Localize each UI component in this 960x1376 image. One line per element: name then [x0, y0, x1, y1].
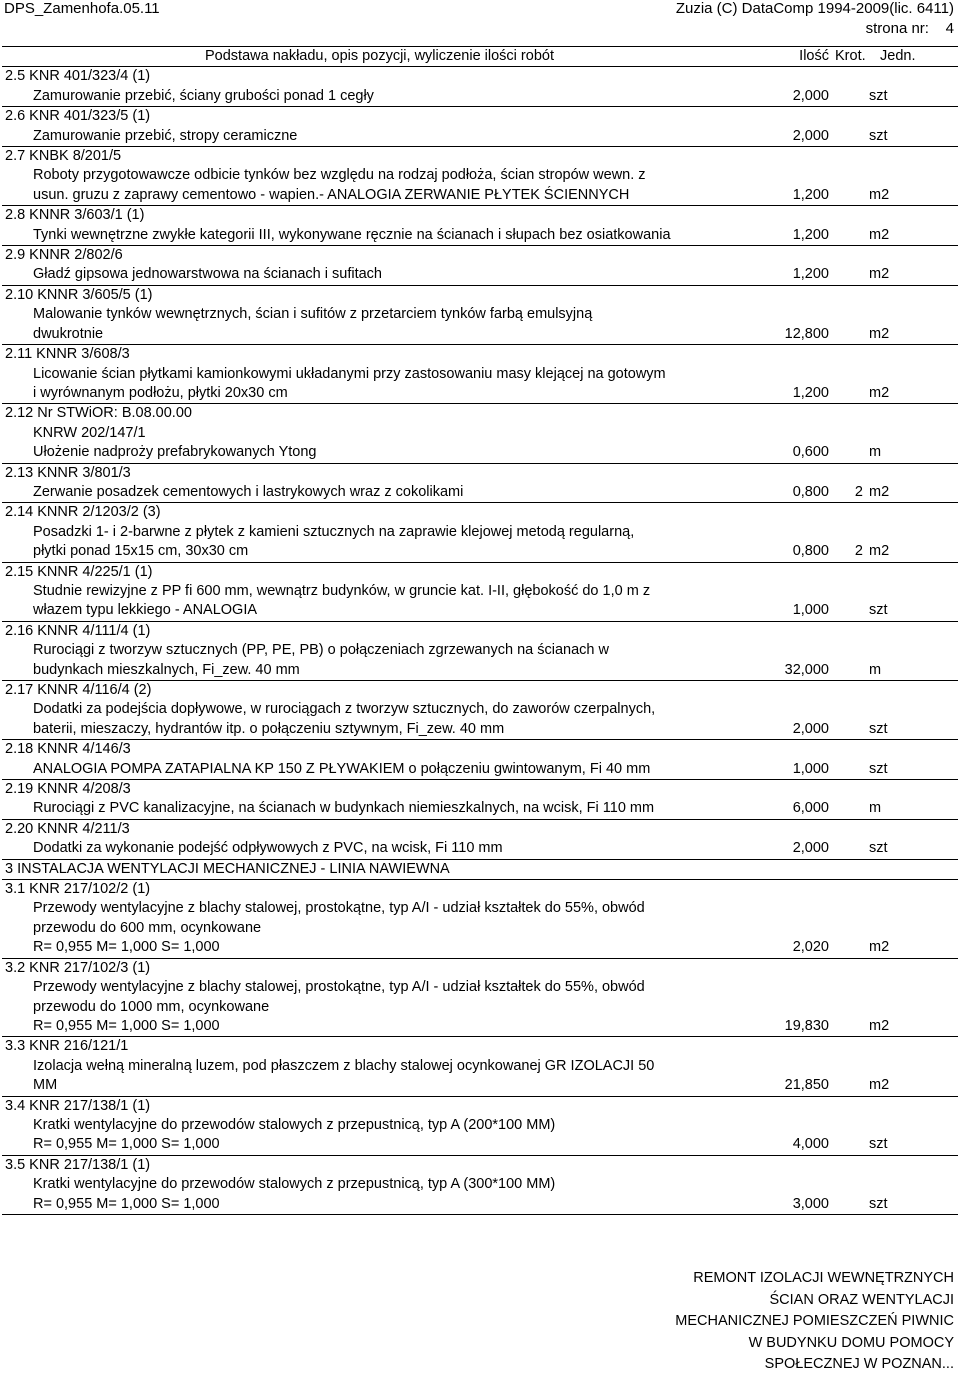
entry-description: Zamurowanie przebić, stropy ceramiczne [33, 127, 298, 144]
entry-multiplier [832, 938, 866, 958]
entry-multiplier [832, 661, 866, 681]
entry-quantity: 2,000 [792, 87, 829, 104]
entry-description: Dodatki za wykonanie podejść odpływowych z PVC, na wcisk, Fi 110 mm [33, 840, 503, 857]
entry-unit: m2 [869, 939, 890, 956]
column-header-description: Podstawa nakładu, opis pozycji, wyliczenie ilości robót [2, 47, 757, 67]
entry-quantity: 1,000 [792, 602, 829, 619]
entry-unit: m2 [869, 1077, 890, 1094]
entry-description: Kratki wentylacyjne do przewodów stalowych z przepustnicą, typ A (300*100 MM) [33, 1176, 556, 1193]
entry-unit [866, 700, 958, 719]
entry-line-row [2, 87, 958, 107]
entry-line-row [2, 127, 958, 147]
entry-quantity [757, 523, 832, 542]
entry-header-row [2, 67, 958, 87]
entry-unit [866, 424, 958, 443]
entry-unit [866, 899, 958, 918]
entry-multiplier: 2 [854, 543, 863, 560]
entry-multiplier [832, 365, 866, 384]
entry-line-row [2, 760, 958, 780]
entry-code: 2.14 KNNR 2/1203/2 (3) [2, 503, 958, 523]
project-title-line: ŚCIAN ORAZ WENTYLACJI [769, 1291, 954, 1308]
entry-header-row [2, 206, 958, 226]
project-title-line: MECHANICZNEJ POMIESZCZEŃ PIWNIC [675, 1313, 954, 1329]
entry-multiplier [832, 582, 866, 601]
entry-code: 2.15 KNNR 4/225/1 (1) [2, 562, 958, 582]
entry-unit: m [869, 444, 882, 461]
entry-quantity: 2,000 [792, 127, 829, 144]
entry-description: R= 0,955 M= 1,000 S= 1,000 [33, 939, 220, 956]
entry-quantity: 12,800 [784, 325, 829, 342]
entry-multiplier [832, 424, 866, 443]
entry-description: KNRW 202/147/1 [33, 424, 146, 441]
entry-description: R= 0,955 M= 1,000 S= 1,000 [2, 1195, 757, 1215]
entry-code: 2.10 KNNR 3/605/5 (1) [2, 285, 958, 305]
entry-header-row [2, 463, 958, 483]
entry-quantity [757, 899, 832, 918]
entry-description: Rurociągi z tworzyw sztucznych (PP, PE, PB) o połączeniach zgrzewanych na ścianach w [33, 642, 609, 659]
entry-quantity: 4,000 [792, 1136, 829, 1153]
entry-code: 2.6 KNR 401/323/5 (1) [2, 107, 958, 127]
entry-line-row [2, 720, 958, 740]
entry-code: 2.12 Nr STWiOR: B.08.00.00 [2, 404, 958, 424]
entry-unit: m2 [869, 226, 890, 243]
entry-description: i wyrównanym podłożu, płytki 20x30 cm [33, 384, 288, 401]
entry-unit [866, 1116, 958, 1135]
entry-code: 3 INSTALACJA WENTYLACJI MECHANICZNEJ - LINIA NAWIEWNA [2, 859, 958, 879]
entry-code: 2.8 KNNR 3/603/1 (1) [2, 206, 958, 226]
entry-line-row [2, 325, 958, 345]
entry-quantity: 1,200 [792, 266, 829, 283]
entry-multiplier [832, 919, 866, 938]
entry-header-row [2, 819, 958, 839]
entry-code: 3.5 KNR 217/138/1 (1) [2, 1155, 958, 1175]
entry-quantity [757, 919, 832, 938]
entry-quantity [757, 998, 832, 1017]
entry-header-row [2, 740, 958, 760]
entry-unit: m2 [869, 1017, 890, 1034]
entry-line-row [2, 1116, 958, 1135]
entry-header-row [2, 780, 958, 800]
entry-description: dwukrotnie [33, 325, 104, 342]
entry-quantity: 3,000 [757, 1195, 832, 1215]
project-title [675, 1268, 954, 1376]
entry-unit: szt [869, 127, 888, 144]
entry-quantity [757, 641, 832, 660]
entry-line-row [2, 483, 958, 503]
entry-multiplier [832, 87, 866, 107]
entry-header-row [2, 880, 958, 900]
entry-multiplier [832, 998, 866, 1017]
entry-multiplier [832, 443, 866, 463]
entry-code: 3.1 KNR 217/102/2 (1) [2, 880, 958, 900]
entry-quantity: 2,020 [792, 939, 829, 956]
entry-header-row [2, 1155, 958, 1175]
entry-unit: szt [869, 760, 888, 777]
entry-description: Ułożenie nadproży prefabrykowanych Ytong [33, 444, 317, 461]
entry-quantity: 0,800 [792, 543, 829, 560]
entry-unit: szt [869, 602, 888, 619]
entry-unit [866, 998, 958, 1017]
entry-line-row [2, 700, 958, 719]
entry-multiplier [832, 1195, 866, 1215]
entry-multiplier [832, 186, 866, 206]
entry-multiplier: 2 [854, 483, 863, 500]
entry-line-row [2, 582, 958, 601]
entry-line-row [2, 1195, 958, 1215]
entry-quantity [757, 700, 832, 719]
entry-code: 2.19 KNNR 4/208/3 [2, 780, 958, 800]
entry-quantity [757, 978, 832, 997]
entry-header-row [2, 958, 958, 978]
entry-line-row [2, 265, 958, 285]
entry-line-row [2, 226, 958, 246]
entry-description: Izolacja wełną mineralną luzem, pod płaszczem z blachy stalowej ocynkowanej GR IZOLACJI 50 [33, 1057, 655, 1074]
entry-quantity: 2,000 [792, 840, 829, 857]
entry-line-row [2, 998, 958, 1017]
entry-description: przewodu do 1000 mm, ocynkowane [33, 998, 270, 1015]
entry-quantity [757, 365, 832, 384]
entry-quantity: 32,000 [784, 661, 829, 678]
entry-description: MM [33, 1077, 58, 1094]
entry-quantity [757, 1175, 832, 1194]
entry-multiplier [832, 978, 866, 997]
entry-unit [866, 641, 958, 660]
file-name: DPS_Zamenhofa.05.11 [4, 0, 160, 17]
entry-multiplier [832, 127, 866, 147]
entry-description: ANALOGIA POMPA ZATAPIALNA KP 150 Z PŁYWAKIEM o połączeniu gwintowanym, Fi 40 mm [33, 760, 651, 777]
entry-header-row [2, 1037, 958, 1057]
entry-line-row [2, 305, 958, 324]
entry-quantity: 1,200 [792, 186, 829, 203]
entry-multiplier [832, 899, 866, 918]
entry-header-row [2, 859, 958, 879]
entry-multiplier [832, 325, 866, 345]
entry-description: usun. gruzu z zaprawy cementowo - wapien.- ANALOGIA ZERWANIE PŁYTEK ŚCIENNYCH [33, 186, 630, 203]
entry-header-row [2, 404, 958, 424]
entry-multiplier [832, 226, 866, 246]
entry-description: Zamurowanie przebić, ściany grubości ponad 1 cegły [33, 87, 374, 104]
entry-line-row [2, 1076, 958, 1096]
entry-unit [866, 919, 958, 938]
entry-description: Licowanie ścian płytkami kamionkowymi układanymi przy zastosowaniu masy klejącej na gotowym [33, 365, 666, 382]
entry-line-row [2, 1017, 958, 1037]
entry-multiplier [832, 166, 866, 185]
entry-line-row [2, 166, 958, 185]
project-title-line: W BUDYNKU DOMU POMOCY [748, 1334, 954, 1351]
entry-description: Gładź gipsowa jednowarstwowa na ścianach i sufitach [33, 266, 382, 283]
entry-unit [866, 1175, 958, 1194]
entry-unit [866, 978, 958, 997]
entry-unit: m [869, 800, 882, 817]
entry-quantity: 6,000 [792, 800, 829, 817]
entry-header-row [2, 107, 958, 127]
entry-unit [866, 523, 958, 542]
entry-description: Kratki wentylacyjne do przewodów stalowych z przepustnicą, typ A (200*100 MM) [33, 1116, 556, 1133]
entry-multiplier [832, 700, 866, 719]
entry-multiplier [832, 720, 866, 740]
entry-quantity [757, 424, 832, 443]
entry-code: 3.4 KNR 217/138/1 (1) [2, 1096, 958, 1116]
entry-quantity: 21,850 [784, 1077, 829, 1094]
entry-description: Tynki wewnętrzne zwykłe kategorii III, wykonywane ręcznie na ścianach i słupach bez osiatkowania [33, 226, 671, 243]
entry-quantity: 1,200 [792, 226, 829, 243]
entry-line-row [2, 799, 958, 819]
entry-multiplier [832, 799, 866, 819]
entry-description: Roboty przygotowawcze odbicie tynków bez względu na rodzaj podłoża, ścian stropów wewn. z [33, 167, 646, 184]
entry-unit: m2 [869, 384, 890, 401]
entry-unit [866, 365, 958, 384]
entry-code: 2.17 KNNR 4/116/4 (2) [2, 681, 958, 701]
entry-header-row [2, 246, 958, 266]
entry-description: R= 0,955 M= 1,000 S= 1,000 [33, 1017, 220, 1034]
software-credit: Zuzia (C) DataComp 1994-2009(lic. 6411) [675, 0, 954, 17]
entry-unit: m [869, 661, 882, 678]
entry-line-row [2, 424, 958, 443]
entry-unit: m2 [869, 186, 890, 203]
entry-description: Przewody wentylacyjne z blachy stalowej, prostokątne, typ A/I - udział kształtek do 55%, obwód [33, 979, 645, 996]
entry-code: 2.16 KNNR 4/111/4 (1) [2, 621, 958, 641]
entry-line-row [2, 542, 958, 562]
entry-unit [866, 1057, 958, 1076]
entry-quantity: 1,000 [792, 760, 829, 777]
entry-line-row [2, 661, 958, 681]
entry-header-row [2, 681, 958, 701]
entry-unit: szt [869, 720, 888, 737]
entry-description: baterii, mieszaczy, hydrantów itp. o połączeniu sztywnym, Fi_zew. 40 mm [33, 720, 505, 737]
entry-multiplier [832, 1076, 866, 1096]
project-title-line: SPOŁECZNEJ W POZNAN... [764, 1356, 954, 1372]
entry-description: Zerwanie posadzek cementowych i lastrykowych wraz z cokolikami [33, 483, 464, 500]
entry-code: 2.5 KNR 401/323/4 (1) [2, 67, 958, 87]
entry-line-row [2, 978, 958, 997]
column-header-quantity: Ilość [757, 47, 832, 67]
project-title-line: REMONT IZOLACJI WEWNĘTRZNYCH [693, 1270, 954, 1286]
entry-multiplier [832, 839, 866, 859]
entry-description: budynkach mieszkalnych, Fi_zew. 40 mm [33, 661, 300, 678]
entry-description: Studnie rewizyjne z PP fi 600 mm, wewnątrz budynków, w gruncie kat. I-II, głębokość do 1,0 m z [33, 582, 651, 599]
column-header-multiplier: Krot. [832, 47, 866, 67]
entry-quantity: 19,830 [784, 1017, 829, 1034]
entry-code: 2.7 KNBK 8/201/5 [2, 147, 958, 167]
entry-multiplier [832, 384, 866, 404]
entry-code: 2.18 KNNR 4/146/3 [2, 740, 958, 760]
page-number [866, 20, 954, 37]
entry-multiplier [832, 1175, 866, 1194]
entry-description: R= 0,955 M= 1,000 S= 1,000 [33, 1136, 220, 1153]
entry-header-row [2, 345, 958, 365]
entry-header-row [2, 1096, 958, 1116]
entry-multiplier [832, 1116, 866, 1135]
entry-unit [866, 582, 958, 601]
entry-multiplier [832, 641, 866, 660]
page-number-value: 4 [945, 20, 954, 37]
entry-line-row [2, 641, 958, 660]
entry-line-row [2, 443, 958, 463]
entry-line-row [2, 365, 958, 384]
entry-line-row [2, 919, 958, 938]
entry-line-row [2, 938, 958, 958]
cost-estimate-table [2, 46, 958, 1215]
entry-unit: m2 [869, 325, 890, 342]
entry-description: przewodu do 600 mm, ocynkowane [33, 919, 262, 936]
entry-unit [866, 305, 958, 324]
entry-description: Malowanie tynków wewnętrznych, ścian i sufitów z przetarciem tynków farbą emulsyjną [33, 306, 593, 323]
entry-multiplier [832, 760, 866, 780]
entry-code: 2.9 KNNR 2/802/6 [2, 246, 958, 266]
entry-unit: szt [869, 840, 888, 857]
entry-multiplier [832, 1017, 866, 1037]
entry-code: 3.3 KNR 216/121/1 [2, 1037, 958, 1057]
entry-description: Posadzki 1- i 2-barwne z płytek z kamieni sztucznych na zaprawie klejowej metodą regularną, [33, 523, 635, 540]
entry-quantity: 0,600 [792, 444, 829, 461]
entry-quantity: 0,800 [792, 483, 829, 500]
entry-header-row [2, 562, 958, 582]
entry-multiplier [832, 523, 866, 542]
entry-line-row [2, 186, 958, 206]
entry-quantity [757, 1057, 832, 1076]
entry-code: 2.13 KNNR 3/801/3 [2, 463, 958, 483]
page-header [0, 0, 960, 44]
entry-line-row [2, 601, 958, 621]
entry-quantity: 2,000 [792, 720, 829, 737]
entry-description: Dodatki za podejścia dopływowe, w rurociągach z tworzyw sztucznych, do zaworów czerpalnych, [33, 701, 656, 718]
entry-line-row [2, 1175, 958, 1194]
entry-unit [866, 166, 958, 185]
entry-line-row [2, 523, 958, 542]
entry-quantity: 1,200 [792, 384, 829, 401]
entry-multiplier [832, 265, 866, 285]
entry-unit: szt [866, 1195, 958, 1215]
entry-description: płytki ponad 15x15 cm, 30x30 cm [33, 543, 249, 560]
entry-unit: m2 [869, 543, 890, 560]
entry-multiplier [832, 1057, 866, 1076]
page-label: strona nr: [865, 20, 929, 37]
entry-header-row [2, 147, 958, 167]
entry-header-row [2, 285, 958, 305]
entry-description: włazem typu lekkiego - ANALOGIA [33, 602, 258, 619]
entry-line-row [2, 839, 958, 859]
entry-description: Przewody wentylacyjne z blachy stalowej, prostokątne, typ A/I - udział kształtek do 55%, obwód [33, 900, 645, 917]
entry-line-row [2, 1135, 958, 1155]
entry-multiplier [832, 1135, 866, 1155]
entry-quantity [757, 166, 832, 185]
entry-quantity [757, 1116, 832, 1135]
entry-header-row [2, 503, 958, 523]
entry-unit: m2 [869, 483, 890, 500]
entry-code: 3.2 KNR 217/102/3 (1) [2, 958, 958, 978]
entry-unit: szt [869, 87, 888, 104]
entry-header-row [2, 621, 958, 641]
entry-description: Rurociągi z PVC kanalizacyjne, na ścianach w budynkach niemieszkalnych, na wcisk, Fi 110 mm [33, 800, 655, 817]
entry-unit: szt [869, 1136, 888, 1153]
entry-quantity [757, 582, 832, 601]
entry-unit: m2 [869, 266, 890, 283]
entry-code: 2.11 KNNR 3/608/3 [2, 345, 958, 365]
entry-quantity [757, 305, 832, 324]
entry-multiplier [832, 305, 866, 324]
entry-line-row [2, 384, 958, 404]
entry-line-row [2, 899, 958, 918]
entry-line-row [2, 1057, 958, 1076]
column-header-unit: Jedn. [866, 47, 958, 67]
entry-code: 2.20 KNNR 4/211/3 [2, 819, 958, 839]
column-header-row [2, 47, 958, 67]
entry-multiplier [832, 601, 866, 621]
